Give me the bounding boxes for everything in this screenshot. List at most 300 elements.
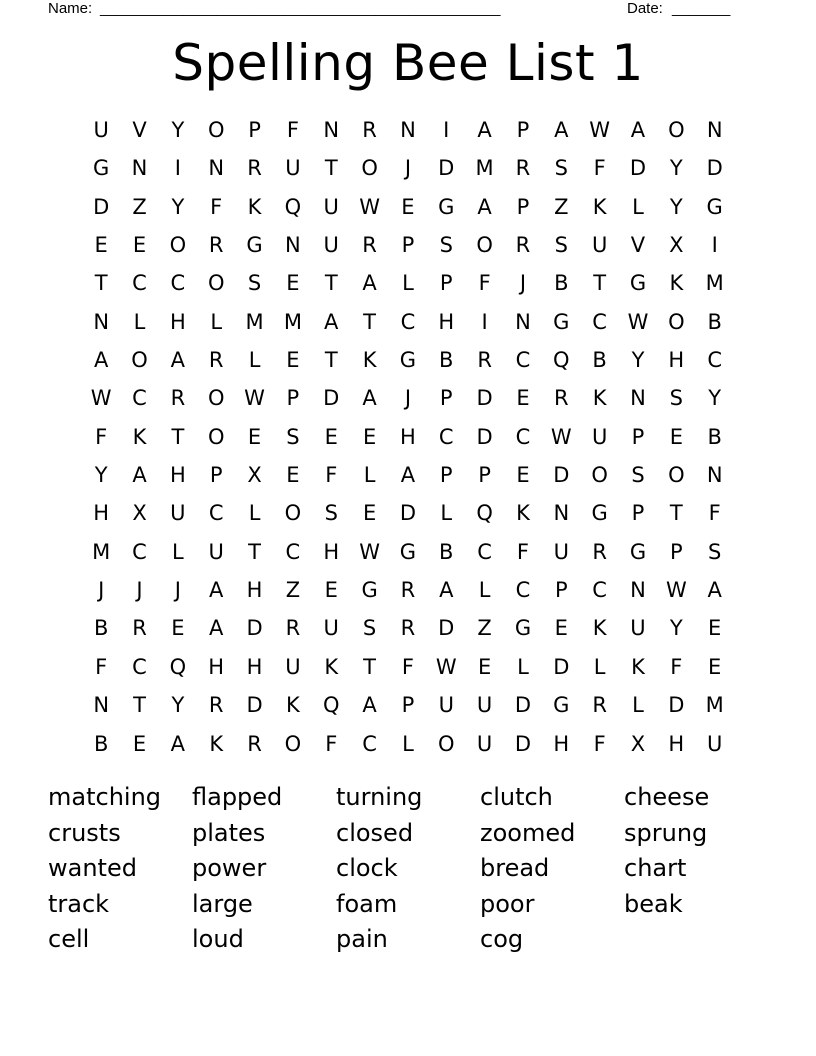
word-bank-item: beak [624, 889, 683, 918]
grid-letter: X [669, 233, 684, 258]
word-bank-item: large [192, 889, 253, 918]
grid-letter: U [323, 233, 339, 258]
grid-letter: W [627, 309, 649, 334]
grid-letter: A [707, 578, 722, 603]
grid-letter: D [476, 386, 493, 411]
grid-letter: O [207, 271, 225, 296]
grid-letter: O [169, 233, 187, 258]
grid-letter: N [553, 501, 570, 526]
grid-letter: N [131, 156, 148, 181]
grid-letter: P [248, 118, 261, 142]
grid-letter: T [363, 309, 376, 334]
grid-letter: A [554, 118, 569, 142]
grid-letter: D [399, 501, 416, 526]
grid-letter: S [708, 539, 722, 564]
grid-letter: O [438, 731, 455, 756]
grid-letter: Y [171, 194, 185, 219]
grid-letter: K [362, 348, 377, 373]
grid-letter: H [553, 731, 570, 756]
grid-letter: S [362, 616, 377, 641]
grid-letter: C [592, 578, 607, 603]
grid-letter: T [94, 271, 108, 296]
grid-letter: R [247, 156, 262, 181]
grid-letter: S [669, 386, 683, 411]
grid-letter: E [477, 654, 492, 679]
grid-letter: A [477, 118, 492, 142]
grid-letter: N [630, 578, 646, 603]
grid-letter: C [362, 731, 377, 756]
grid-letter: P [439, 463, 453, 488]
grid-letter: J [404, 386, 412, 411]
grid-letter: N [93, 693, 110, 718]
grid-letter: X [132, 501, 147, 526]
grid-letter: D [323, 386, 340, 411]
grid-letter: S [324, 501, 338, 526]
word-bank-item: clock [336, 854, 398, 883]
grid-letter: W [665, 578, 687, 603]
grid-letter: C [208, 501, 224, 526]
grid-letter: N [630, 386, 646, 411]
grid-letter: O [284, 501, 302, 526]
word-bank-item: cheese [624, 783, 710, 811]
grid-letter: E [286, 463, 300, 488]
grid-letter: G [93, 156, 110, 181]
grid-letter: F [478, 271, 491, 296]
grid-letter: D [476, 424, 493, 449]
grid-letter: F [708, 501, 721, 526]
grid-letter: W [359, 539, 380, 564]
grid-letter: O [207, 386, 225, 411]
grid-letter: B [592, 348, 607, 373]
grid-letter: L [248, 501, 261, 526]
grid-letter: D [553, 654, 570, 679]
grid-letter: J [404, 156, 412, 181]
grid-letter: R [592, 693, 607, 718]
grid-letter: U [438, 693, 454, 718]
grid-letter: R [208, 348, 224, 373]
grid-letter: U [285, 654, 301, 679]
grid-letter: L [210, 309, 223, 334]
grid-letter: O [591, 463, 608, 488]
word-bank [48, 780, 788, 958]
grid-letter: E [516, 463, 530, 488]
word-bank-item: foam [336, 889, 398, 918]
grid-letter: B [554, 271, 569, 296]
grid-letter: K [324, 654, 339, 679]
grid-letter: M [475, 156, 494, 181]
grid-letter: L [402, 271, 414, 296]
grid-letter: E [516, 386, 530, 411]
grid-letter: L [172, 539, 184, 564]
grid-letter: H [93, 501, 110, 526]
grid-letter: W [90, 386, 112, 411]
grid-letter: D [668, 693, 685, 718]
grid-letter: Y [669, 194, 683, 219]
grid-letter: L [133, 309, 146, 334]
grid-letter: H [668, 731, 685, 756]
grid-letter: I [481, 309, 488, 334]
grid-letter: S [554, 233, 568, 258]
grid-letter: F [286, 118, 299, 142]
grid-letter: O [131, 348, 148, 373]
grid-letter: U [476, 731, 493, 756]
grid-letter: H [208, 654, 225, 679]
grid-letter: P [669, 539, 683, 564]
grid-letter: T [363, 654, 376, 679]
grid-letter: U [591, 233, 608, 258]
grid-letter: P [516, 194, 530, 219]
grid-letter: C [285, 539, 301, 564]
grid-letter: D [93, 194, 110, 219]
grid-letter: Q [322, 693, 340, 718]
grid-letter: G [629, 271, 647, 296]
grid-letter: R [208, 693, 224, 718]
word-bank-item: turning [336, 783, 423, 811]
grid-letter: L [478, 578, 491, 603]
grid-letter: H [246, 578, 263, 603]
grid-letter: R [362, 233, 377, 258]
grid-letter: H [169, 309, 186, 334]
grid-letter: A [132, 463, 147, 488]
grid-letter: W [244, 386, 265, 411]
grid-letter: F [95, 424, 108, 449]
word-bank-item: bread [480, 854, 550, 883]
grid-letter: C [477, 539, 492, 564]
grid-letter: G [246, 233, 263, 258]
grid-letter: A [362, 693, 377, 718]
grid-letter: S [286, 424, 300, 449]
grid-letter: K [209, 731, 224, 756]
grid-letter: J [98, 578, 105, 603]
grid-letter: S [631, 463, 645, 488]
grid-letter: R [170, 386, 186, 411]
grid-letter: K [631, 654, 645, 679]
grid-letter: E [708, 616, 722, 641]
grid-letter: K [592, 194, 607, 219]
grid-letter: O [207, 424, 225, 449]
grid-letter: G [629, 539, 647, 564]
grid-letter: C [515, 348, 531, 373]
grid-letter: Y [669, 616, 683, 641]
grid-letter: E [171, 616, 185, 641]
grid-letter: T [324, 271, 338, 296]
grid-letter: C [132, 386, 147, 411]
grid-letter: H [323, 539, 340, 564]
grid-letter: U [208, 539, 224, 564]
grid-letter: F [325, 731, 338, 756]
grid-letter: T [669, 501, 683, 526]
grid-letter: G [514, 616, 532, 641]
grid-letter: N [93, 309, 110, 334]
grid-letter: V [132, 118, 147, 142]
grid-letter: A [362, 271, 377, 296]
grid-letter: J [519, 271, 527, 296]
grid-letter: E [669, 424, 683, 449]
grid-letter: T [171, 424, 185, 449]
grid-letter: M [92, 539, 111, 564]
word-bank-column [336, 780, 480, 958]
grid-letter: K [247, 194, 262, 219]
grid-letter: O [668, 309, 685, 334]
grid-letter: A [324, 309, 339, 334]
grid-letter: U [553, 539, 569, 564]
grid-letter: I [174, 156, 181, 181]
grid-letter: B [439, 348, 454, 373]
grid-letter: A [630, 118, 646, 142]
grid-letter: A [400, 463, 416, 488]
grid-letter: S [554, 156, 568, 181]
grid-letter: E [132, 731, 147, 756]
word-bank-item: loud [192, 925, 244, 954]
grid-letter: N [285, 233, 301, 258]
grid-letter: D [553, 463, 570, 488]
grid-letter: Q [476, 501, 493, 526]
grid-letter: Q [284, 194, 302, 219]
grid-letter: R [554, 386, 569, 411]
grid-letter: D [706, 156, 723, 181]
grid-letter: E [401, 194, 415, 219]
date-label: Date: [627, 0, 663, 17]
grid-letter: I [711, 233, 718, 258]
grid-letter: R [477, 348, 492, 373]
grid-letter: G [399, 539, 417, 564]
grid-letter: R [515, 233, 531, 258]
grid-letter: T [324, 156, 338, 181]
header-fields [48, 0, 748, 18]
grid-letter: I [443, 118, 450, 142]
grid-letter: T [324, 348, 338, 373]
word-bank-item: flapped [192, 783, 283, 811]
grid-letter: E [324, 578, 338, 603]
grid-letter: P [554, 578, 568, 603]
grid-letter: G [399, 348, 417, 373]
grid-letter: F [210, 194, 223, 219]
grid-letter: L [517, 654, 529, 679]
grid-letter: P [478, 463, 491, 488]
grid-letter: Z [285, 578, 301, 603]
grid-letter: E [362, 501, 377, 526]
word-bank-item: power [192, 854, 267, 883]
grid-letter: V [630, 233, 646, 258]
grid-letter: A [93, 348, 109, 373]
grid-letter: C [170, 271, 186, 296]
grid-letter: L [632, 194, 644, 219]
grid-letter: J [174, 578, 181, 603]
grid-letter: D [514, 693, 532, 718]
word-bank-column [480, 780, 624, 958]
grid-letter: T [248, 539, 261, 564]
grid-letter: H [400, 424, 416, 449]
grid-letter: E [247, 424, 262, 449]
grid-letter: D [514, 731, 532, 756]
grid-letter: R [515, 156, 531, 181]
grid-letter: G [553, 693, 570, 718]
grid-letter: C [515, 578, 531, 603]
word-bank-item: cell [48, 925, 90, 954]
grid-letter: B [707, 309, 722, 334]
grid-letter: C [707, 348, 722, 373]
grid-letter: P [439, 386, 453, 411]
grid-letter: R [362, 118, 377, 142]
grid-letter: K [132, 424, 147, 449]
grid-letter: K [592, 616, 607, 641]
grid-letter: R [285, 616, 301, 641]
grid-letter: C [132, 539, 147, 564]
grid-letter: N [515, 309, 531, 334]
word-bank-item: clutch [480, 783, 553, 811]
grid-letter: K [592, 386, 607, 411]
grid-letter: H [668, 348, 685, 373]
grid-letter: W [435, 654, 457, 679]
grid-letter: F [670, 654, 683, 679]
word-bank-item: matching [48, 783, 162, 811]
word-bank-item: track [48, 889, 110, 918]
grid-letter: B [93, 731, 109, 756]
grid-letter: C [132, 654, 147, 679]
grid-letter: Y [631, 348, 645, 373]
grid-letter: K [516, 501, 530, 526]
grid-letter: A [209, 578, 224, 603]
word-bank-item: wanted [48, 854, 137, 883]
grid-letter: D [629, 156, 647, 181]
grid-letter: D [246, 693, 263, 718]
grid-letter: T [593, 271, 607, 296]
grid-letter: J [136, 578, 143, 603]
word-bank-item: cog [480, 925, 524, 954]
grid-letter: K [669, 271, 684, 296]
grid-letter: U [476, 693, 493, 718]
word-bank-item: zoomed [480, 818, 576, 847]
grid-letter: U [630, 616, 646, 641]
grid-letter: U [93, 118, 109, 142]
grid-letter: U [706, 731, 723, 756]
grid-letter: P [401, 233, 415, 258]
grid-letter: R [400, 578, 416, 603]
grid-letter: O [207, 118, 225, 142]
grid-letter: M [705, 271, 724, 296]
grid-letter: F [95, 654, 108, 679]
grid-letter: B [439, 539, 454, 564]
grid-letter: C [438, 424, 454, 449]
grid-letter: Z [554, 194, 569, 219]
name-blank-line: ________________________________________________ [100, 0, 501, 17]
grid-letter: U [591, 424, 608, 449]
grid-letter: D [438, 156, 455, 181]
grid-letter: D [438, 616, 455, 641]
grid-letter: P [631, 501, 645, 526]
grid-letter: H [169, 463, 186, 488]
grid-letter: A [439, 578, 454, 603]
grid-letter: M [705, 693, 724, 718]
grid-letter: G [361, 578, 378, 603]
grid-letter: Z [132, 194, 147, 219]
grid-letter: E [286, 348, 300, 373]
grid-letter: A [170, 348, 186, 373]
grid-letter: S [247, 271, 262, 296]
grid-letter: D [246, 616, 263, 641]
word-bank-item: closed [336, 818, 414, 847]
grid-letter: O [361, 156, 378, 181]
grid-letter: X [630, 731, 646, 756]
grid-letter: U [323, 194, 339, 219]
grid-letter: B [93, 616, 109, 641]
grid-letter: N [706, 118, 723, 142]
grid-letter: B [707, 424, 722, 449]
grid-letter: C [515, 424, 531, 449]
grid-letter: G [553, 309, 570, 334]
grid-letter: Z [477, 616, 492, 641]
grid-letter: O [668, 118, 685, 142]
name-label: Name: [48, 0, 93, 17]
grid-letter: W [589, 118, 611, 142]
grid-letter: P [439, 271, 453, 296]
grid-letter: G [591, 501, 608, 526]
grid-letter: F [593, 156, 606, 181]
grid-letter: C [400, 309, 416, 334]
grid-letter: Q [169, 654, 187, 679]
grid-letter: O [284, 731, 302, 756]
grid-letter: F [593, 731, 606, 756]
grid-letter: E [286, 271, 300, 296]
grid-letter: L [440, 501, 453, 526]
grid-letter: Y [171, 118, 185, 142]
grid-letter: C [592, 309, 607, 334]
grid-letter: E [362, 424, 377, 449]
word-bank-column [48, 780, 192, 958]
grid-letter: L [632, 693, 644, 718]
grid-letter: L [402, 731, 414, 756]
word-bank-item: pain [336, 925, 388, 954]
date-blank-line: _______ [672, 0, 731, 17]
grid-letter: G [438, 194, 455, 219]
grid-letter: W [550, 424, 572, 449]
grid-letter: H [246, 654, 263, 679]
grid-letter: A [209, 616, 224, 641]
grid-letter: E [94, 233, 108, 258]
grid-letter: E [554, 616, 568, 641]
grid-letter: N [323, 118, 340, 142]
grid-letter: X [247, 463, 262, 488]
grid-letter: S [439, 233, 453, 258]
grid-letter: P [209, 463, 223, 488]
grid-letter: U [323, 616, 339, 641]
grid-letter: A [477, 194, 492, 219]
grid-letter: Q [553, 348, 570, 373]
grid-letter: F [401, 654, 414, 679]
word-bank-item: crusts [48, 818, 121, 847]
grid-letter: O [668, 463, 685, 488]
grid-letter: F [516, 539, 529, 564]
grid-letter: O [476, 233, 493, 258]
grid-letter: W [359, 194, 380, 219]
grid-letter: R [592, 539, 607, 564]
grid-letter: L [248, 348, 261, 373]
grid-letter: K [286, 693, 300, 718]
grid-letter: G [706, 194, 723, 219]
grid-letter: C [132, 271, 147, 296]
grid-letter: Y [171, 693, 185, 718]
grid-letter: F [325, 463, 338, 488]
grid-letter: N [400, 118, 416, 142]
grid-letter: A [170, 731, 186, 756]
grid-letter: M [283, 309, 302, 334]
grid-letter: H [438, 309, 455, 334]
word-bank-column [624, 780, 768, 958]
grid-letter: U [170, 501, 186, 526]
grid-letter: Y [669, 156, 683, 181]
grid-letter: R [247, 731, 262, 756]
grid-letter: E [132, 233, 147, 258]
